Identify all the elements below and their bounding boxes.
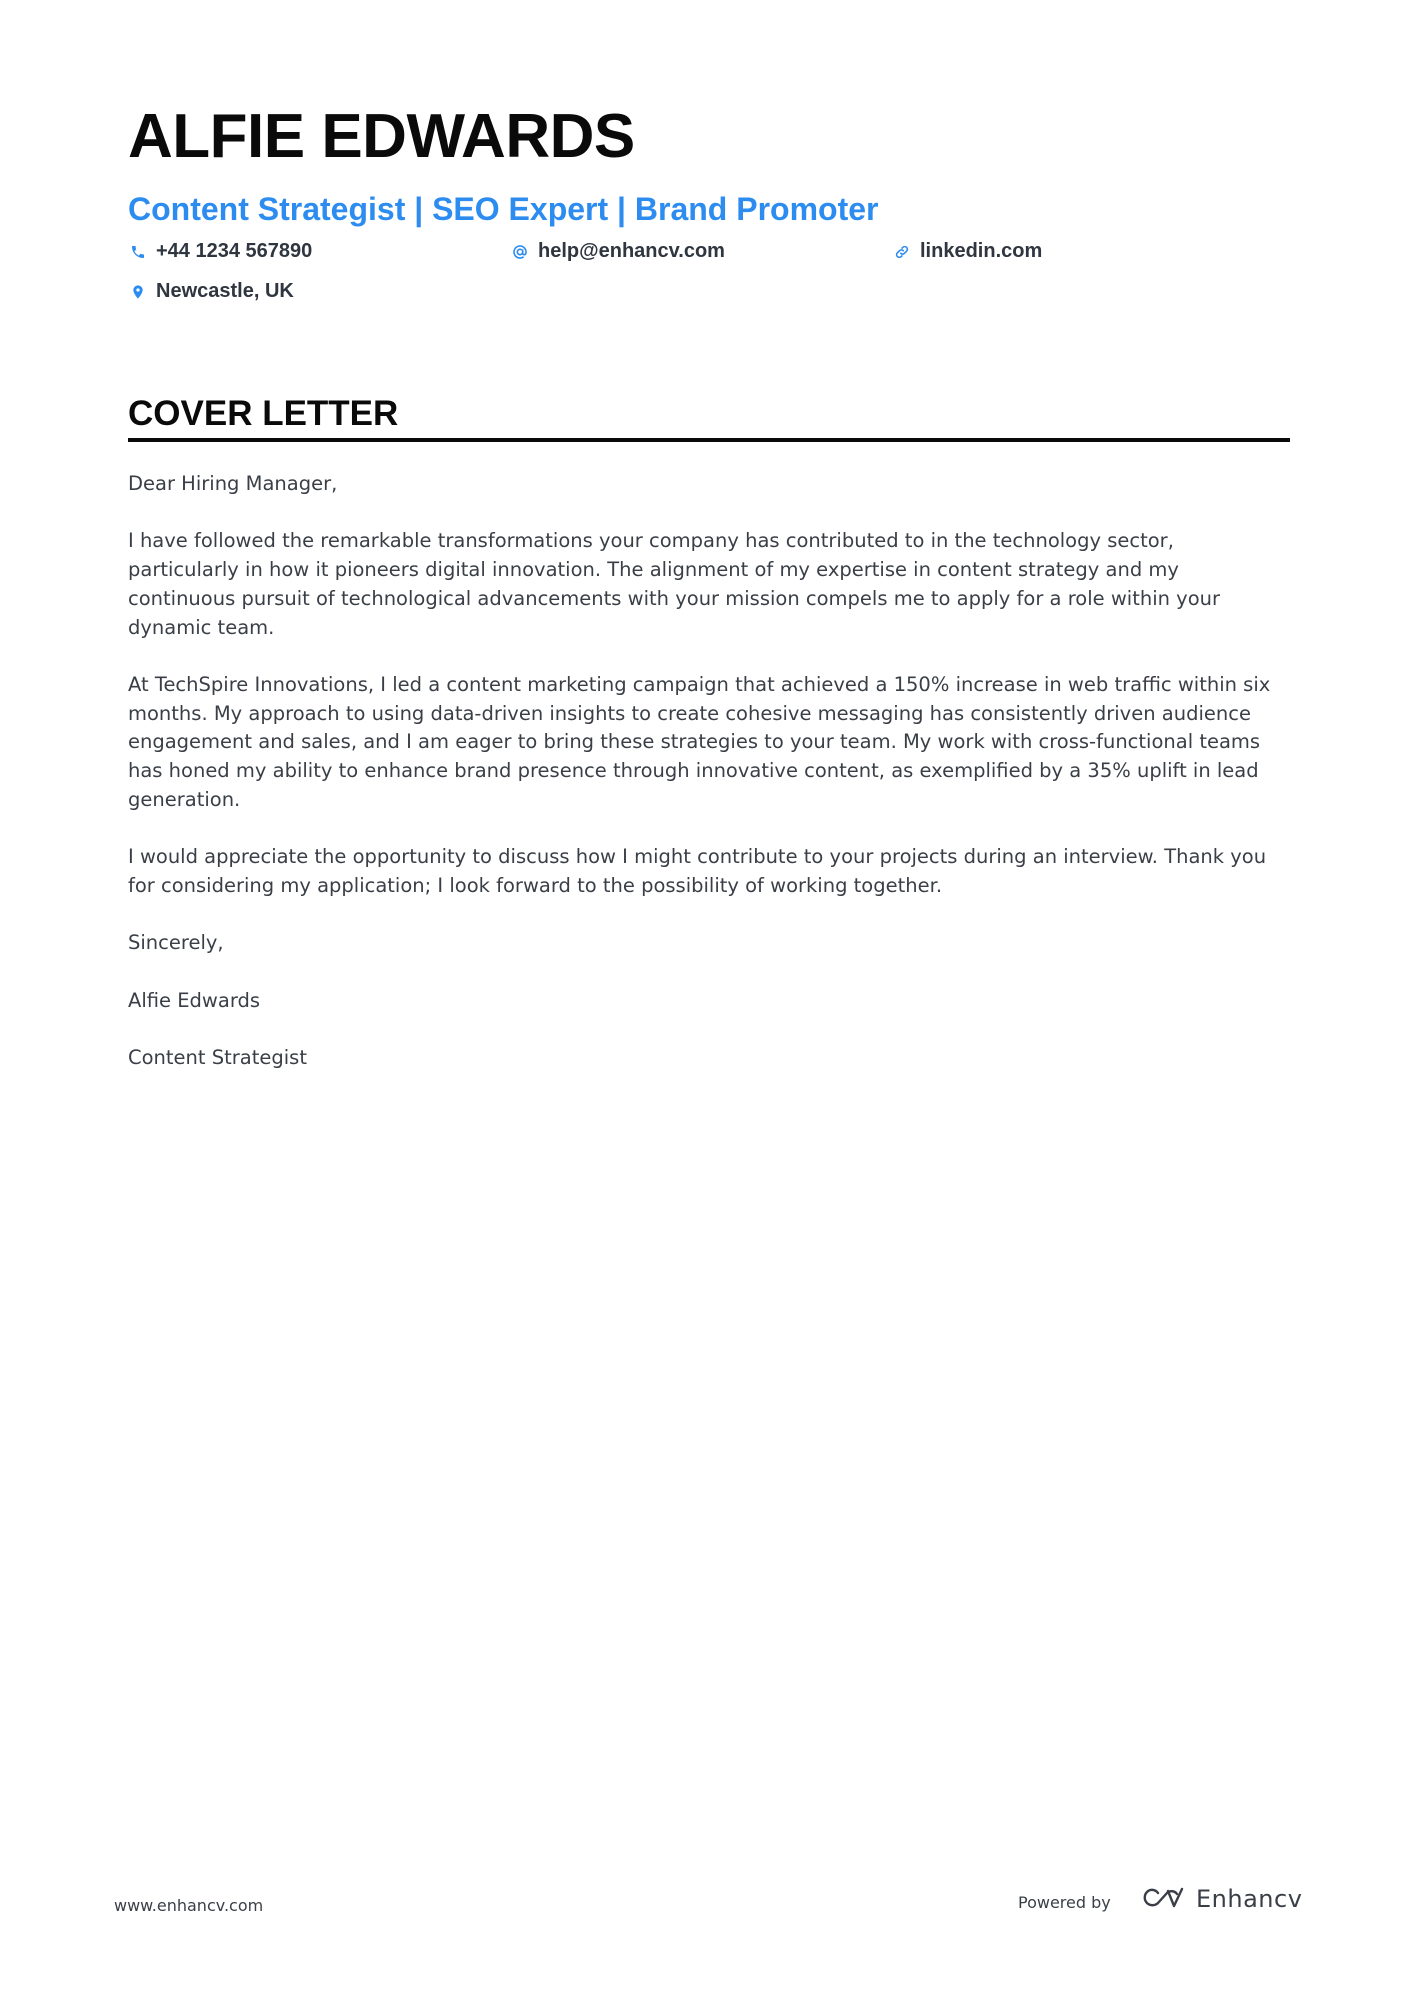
enhancv-logo-icon (1138, 1884, 1186, 1914)
letter-greeting: Dear Hiring Manager, (128, 472, 338, 495)
contact-email[interactable] (510, 240, 725, 263)
contact-phone (128, 240, 312, 263)
letter-body (128, 470, 1290, 1101)
letter-paragraph: At TechSpire Innovations, I led a content marketing campaign that achieved a 150% increase in web traffic within six months. My approach to using data-driven insights to create cohesive messaging has consistently driven audience engagement and sales, and I am eager to bring these strategies to your team. My work with cross-functional teams has honed my ability to enhance brand presence through innovative content, as exemplified by a 35% uplift in lead generation. (128, 672, 1271, 811)
at-icon (510, 242, 530, 262)
location-pin-icon (128, 282, 148, 302)
letter-closing: Sincerely, (128, 931, 224, 955)
section-title: COVER LETTER (128, 394, 399, 433)
contact-location (128, 280, 294, 303)
phone-value: +44 1234 567890 (156, 240, 313, 262)
section-divider (128, 438, 1290, 442)
candidate-headline: Content Strategist | SEO Expert | Brand Promoter (128, 191, 879, 227)
link-icon (892, 242, 912, 262)
link-value[interactable]: linkedin.com (920, 240, 1043, 262)
phone-icon (128, 242, 148, 262)
brand-name: Enhancv (1196, 1885, 1303, 1913)
candidate-name: ALFIE EDWARDS (128, 102, 635, 171)
signature-title: Content Strategist (128, 1045, 307, 1069)
location-value: Newcastle, UK (156, 280, 294, 302)
email-value[interactable]: help@enhancv.com (538, 240, 725, 262)
letter-paragraph: I would appreciate the opportunity to discuss how I might contribute to your projects during an interview. Thank you for considering my application; I look forward to the possibility of working together. (128, 845, 1267, 897)
footer-url[interactable]: www.enhancv.com (114, 1896, 264, 1915)
letter-paragraph: I have followed the remarkable transformations your company has contributed to in the technology sector, particularly in how it pioneers digital innovation. The alignment of my expertise in content strategy and my continuous pursuit of technological advancements with your mission compels me to apply for a role within your dynamic team. (128, 529, 1221, 639)
signature-name: Alfie Edwards (128, 988, 261, 1012)
brand-logo[interactable] (1138, 1884, 1302, 1914)
powered-by-label: Powered by (1018, 1893, 1111, 1912)
contact-link[interactable] (892, 240, 1042, 263)
